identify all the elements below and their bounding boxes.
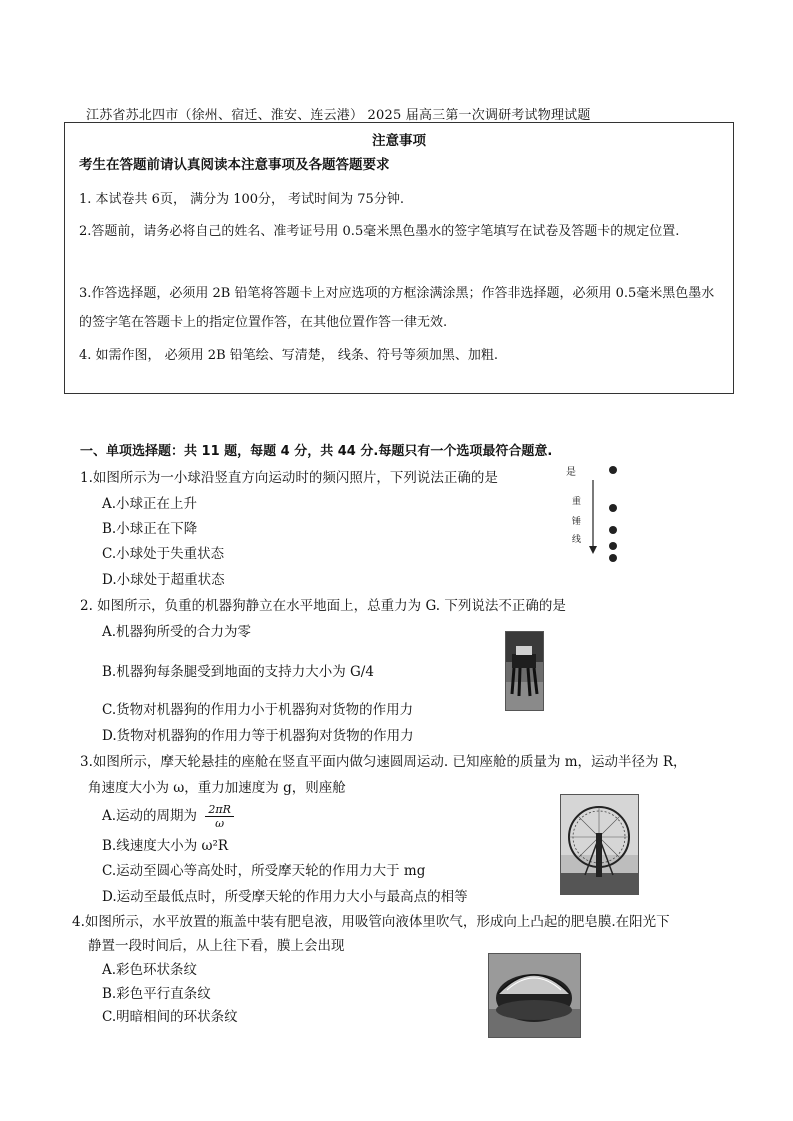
figure-label-top: 是 (566, 467, 576, 478)
question-4-option-c: C.明暗相间的环状条纹 (102, 1009, 238, 1025)
question-4-stem-line2: 静置一段时间后，从上往下看，膜上会出现 (88, 938, 345, 954)
notice-box (64, 122, 734, 394)
figure-label-side-2: 锤 (572, 517, 582, 527)
question-2-option-a: A.机器狗所受的合力为零 (102, 624, 252, 640)
question-1-option-d: D.小球处于超重状态 (102, 572, 225, 588)
question-3-option-a-text: A.运动的周期为 (102, 808, 198, 824)
robot-dog-photo (505, 631, 544, 711)
notice-item-1: 1. 本试卷共 6页， 满分为 100分， 考试时间为 75分钟. (79, 192, 404, 207)
strobe-photo-figure (585, 462, 625, 572)
period-formula (205, 803, 234, 830)
question-3-option-d: D.运动至最低点时，所受摩天轮的作用力大小与最高点的相等 (102, 889, 468, 905)
question-4-stem-line1: 4.如图所示，水平放置的瓶盖中装有肥皂液，用吸管向液体里吹气，形成向上凸起的肥皂膜.在阳光下 (72, 914, 670, 930)
notice-item-2: 2.答题前，请务必将自己的姓名、准考证号用 0.5毫米黑色墨水的签字笔填写在试卷及答题卡的规定位置. (79, 224, 680, 239)
question-3-stem-line1: 3.如图所示，摩天轮悬挂的座舱在竖直平面内做匀速圆周运动. 已知座舱的质量为 m，运动半径为 R， (80, 754, 687, 770)
ball-3 (609, 526, 617, 534)
ball-4 (609, 542, 617, 550)
question-2-stem: 2. 如图所示，负重的机器狗静立在水平地面上，总重力为 G. 下列说法不正确的是 (80, 598, 566, 614)
question-1-stem: 1.如图所示为一小球沿竖直方向运动时的频闪照片，下列说法正确的是 (80, 470, 498, 486)
question-4-option-a: A.彩色环状条纹 (102, 962, 198, 978)
question-2-option-c: C.货物对机器狗的作用力小于机器狗对货物的作用力 (102, 702, 414, 718)
period-formula-numerator: 2πR (205, 803, 234, 817)
plumb-arrow-icon (589, 546, 597, 554)
question-1-option-c: C.小球处于失重状态 (102, 546, 225, 562)
question-1-option-a: A.小球正在上升 (102, 496, 198, 512)
soap-film-photo (488, 953, 581, 1038)
question-3-option-a (102, 803, 234, 830)
section-heading: 一、单项选择题：共 11 题，每题 4 分，共 44 分.每题只有一个选项最符合题意. (80, 444, 553, 459)
question-3-option-c: C.运动至圆心等高处时，所受摩天轮的作用力大于 mg (102, 863, 426, 879)
notice-heading: 注意事项 (372, 133, 426, 149)
period-formula-denominator: ω (215, 817, 225, 830)
notice-intro: 考生在答题前请认真阅读本注意事项及各题答题要求 (79, 157, 390, 173)
ball-5 (609, 554, 617, 562)
ball-1 (609, 466, 617, 474)
ferris-wheel-photo (560, 794, 639, 895)
question-3-stem-line2: 角速度大小为 ω，重力加速度为 g，则座舱 (88, 780, 346, 796)
figure-label-side-1: 重 (572, 497, 582, 507)
ball-2 (609, 504, 617, 512)
question-4-option-b: B.彩色平行直条纹 (102, 986, 211, 1002)
figure-label-side-3: 线 (572, 535, 582, 545)
notice-item-3: 3.作答选择题，必须用 2B 铅笔将答题卡上对应选项的方框涂满涂黑；作答非选择题，必须用 0.5毫米黑色墨水的签字笔在答题卡上的指定位置作答，在其他位置作答一律无效. (79, 286, 715, 330)
exam-title: 江苏省苏北四市（徐州、宿迁、淮安、连云港） 2025 届高三第一次调研考试物理试题 (86, 108, 591, 123)
question-2-option-d: D.货物对机器狗的作用力等于机器狗对货物的作用力 (102, 728, 414, 744)
question-2-option-b: B.机器狗每条腿受到地面的支持力大小为 G/4 (102, 664, 374, 680)
notice-item-4: 4. 如需作图， 必须用 2B 铅笔绘、写清楚， 线条、符号等须加黑、加粗. (79, 348, 499, 363)
question-3-option-b: B.线速度大小为 ω²R (102, 838, 229, 854)
question-1-option-b: B.小球正在下降 (102, 521, 198, 537)
